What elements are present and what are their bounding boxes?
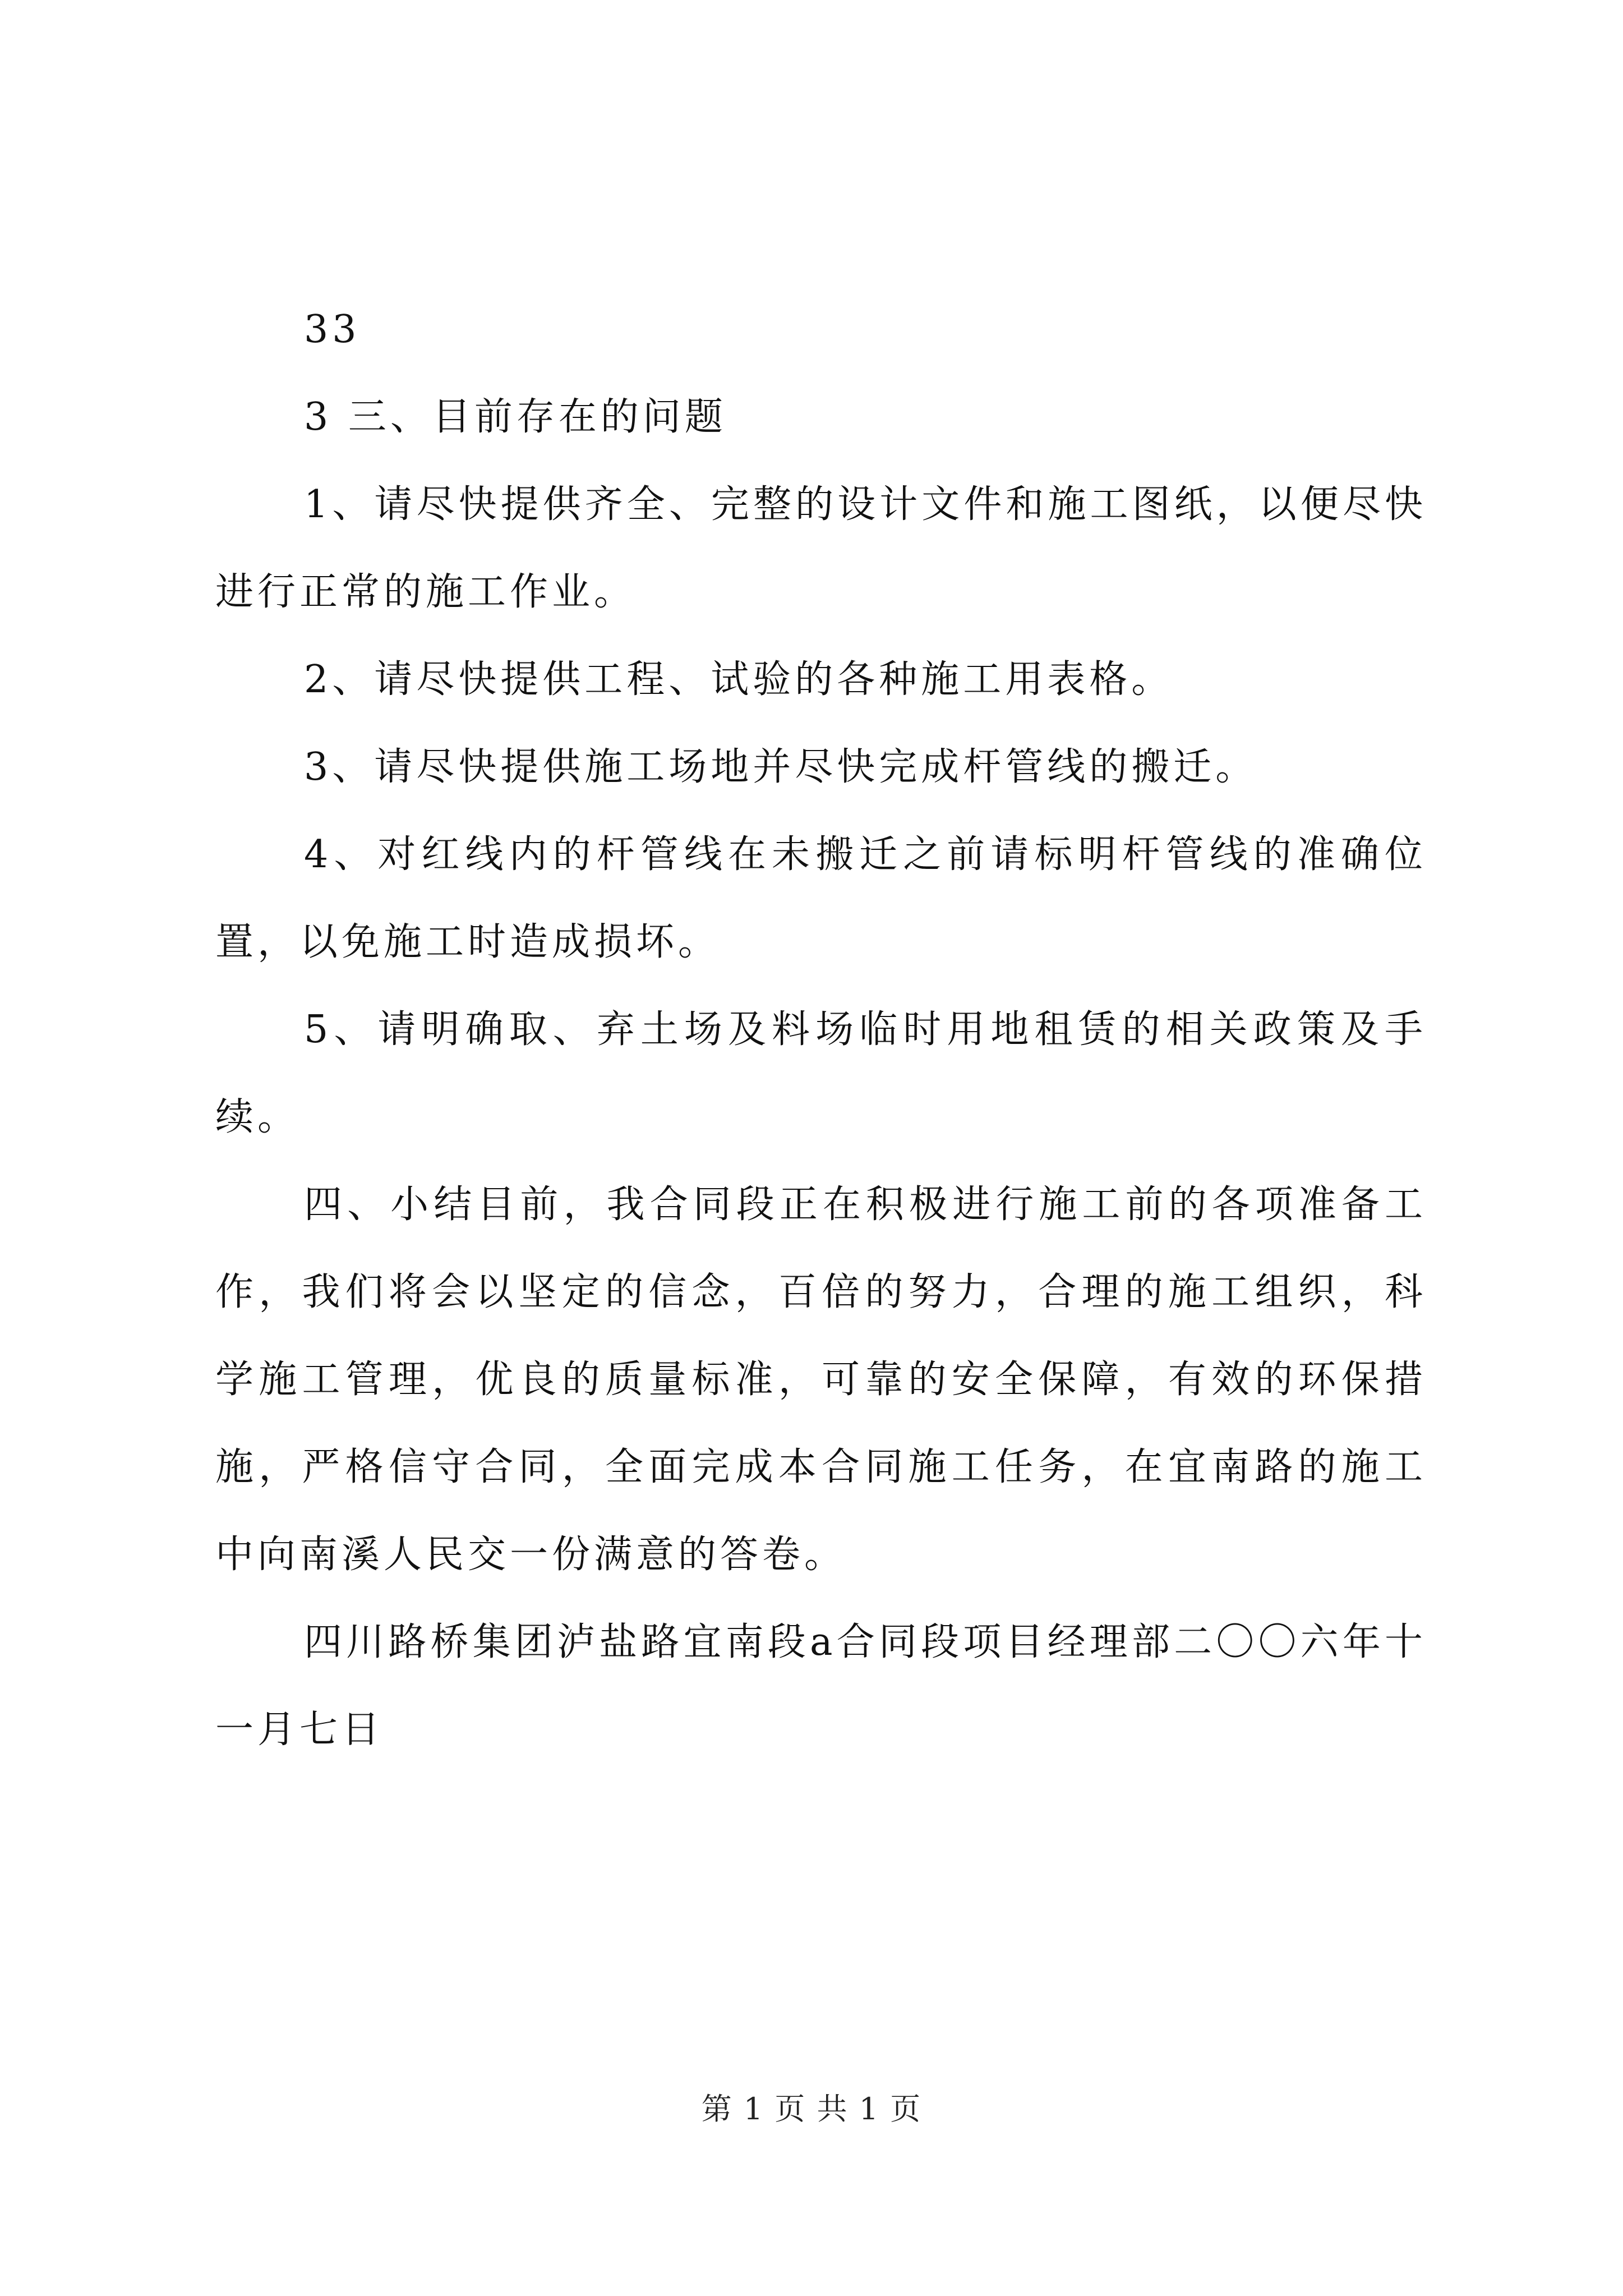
paragraph-item-5: 5、请明确取、弃土场及料场临时用地租赁的相关政策及手续。 — [215, 1007, 1427, 1139]
section-heading-problems: 3 三、目前存在的问题 — [304, 395, 727, 439]
paragraph-item-2: 2、请尽快提供工程、试验的各种施工用表格。 — [304, 657, 1174, 702]
page-footer: 第 1 页 共 1 页 — [701, 2091, 922, 2127]
paragraph-item-4: 4、对红线内的杆管线在未搬迁之前请标明杆管线的准确位置，以免施工时造成损坏。 — [215, 832, 1427, 964]
paragraph-item-3: 3、请尽快提供施工场地并尽快完成杆管线的搬迁。 — [304, 745, 1258, 789]
paragraph-item-1: 1、请尽快提供齐全、完整的设计文件和施工图纸，以便尽快进行正常的施工作业。 — [215, 482, 1427, 614]
paragraph-page-number-fragment: 33 — [304, 307, 361, 352]
paragraph-signature-date: 四川路桥集团泸盐路宜南段a合同段项目经理部二〇〇六年十一月七日 — [215, 1620, 1427, 1752]
paragraph-summary: 四、小结目前，我合同段正在积极进行施工前的各项准备工作，我们将会以坚定的信念，百倍的努力，合理的施工组织，科学施工管理，优良的质量标准，可靠的安全保障，有效的环保措施，严格信守合同，全面完成本合同施工任务，在宜南路的施工中向南溪人民交一份满意的答卷。 — [215, 1182, 1427, 1577]
document-body — [215, 286, 1427, 1774]
